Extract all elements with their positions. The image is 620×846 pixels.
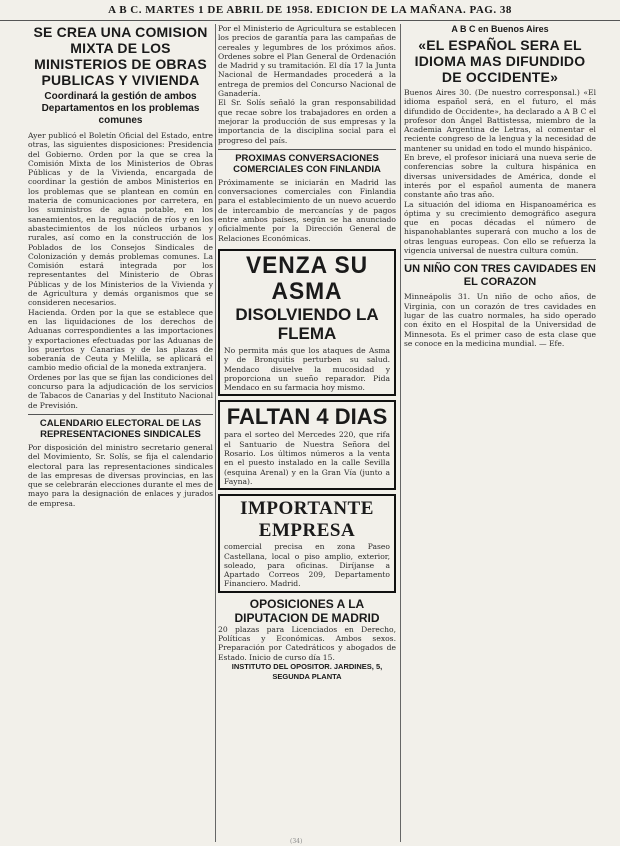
column-right	[404, 24, 596, 842]
advert-faltan-dias	[218, 400, 396, 490]
advert-oposiciones-title: OPOSICIONES A LA DIPUTACION DE MADRID	[234, 596, 380, 625]
article-text-1: Ayer publicó el Boletín Oficial del Estado, entre otras, las siguientes disposiciones: Presidencia del Gobierno. Orden por la que se crea la Comisión Mixta de los Ministerios de Obras Públicas y de la Vivienda, encargada de coordinar la gestión de ambos Ministerios en los problemas que se plantean en común en materia de comunicaciones por carretera, en los suministros de agua potable, en los saneamientos, en la regulación de ríos y en los abastecimientos de los núcleos urbanos y rurales, así como en la construcción de los Poblados de los Consejos Sindicales de Colonización y demás problemas comunes. La Comisión estará integrada por los representantes del Ministerio de Obras Públicas y de los Ministerios de la Vivienda y de Agricultura y demás organismos que se consideren necesarios.	[28, 131, 213, 308]
subheadline-coordinara: Coordinará la gestión de ambos Departamentos en los problemas comunes	[41, 91, 200, 126]
advert-asma-subtitle: DISOLVIENDO LA FLEMA	[235, 304, 379, 343]
advert-oposiciones-text: 20 plazas para Licenciados en Derecho, Políticas y Económicas. Ambos sexos. Preparación por Catedráticos y abogados de Estado. Inicio de curso día 15.	[218, 624, 396, 662]
column-rule-1	[215, 24, 216, 842]
advert-oposiciones	[218, 597, 396, 682]
column-left	[28, 24, 213, 842]
headline-comision-mixta: SE CREA UNA COMISION MIXTA DE LOS MINISTERIOS DE OBRAS PUBLICAS Y VIVIENDA	[33, 24, 208, 88]
advert-oposiciones-address: INSTITUTO DEL OPOSITOR. JARDINES, 5, SEGUNDA PLANTA	[231, 661, 383, 681]
page-header: A B C. MARTES 1 DE ABRIL DE 1958. EDICION DE LA MAÑANA. PAG. 38	[0, 0, 620, 21]
column-middle	[218, 24, 396, 842]
article-text-11: Minneápolis 31. Un niño de ocho años, de Virginia, con un corazón de tres cavidades en lugar de las cuatro normales, ha sido operado con éxito en el Hospital de la Universidad de Minnesota. Es el primer caso de esta clase que se conoce en la medicina mundial. — Efe.	[404, 292, 596, 348]
headline-espanol-idioma: «EL ESPAÑOL SERA EL IDIOMA MAS DIFUNDIDO DE OCCIDENTE»	[414, 37, 586, 85]
article-text-6: El Sr. Solís señaló la gran responsabilidad que recae sobre los trabajadores en orden a mejorar la producción de sus empresas y la importancia de la disciplina social para el progreso del país.	[218, 98, 396, 145]
advert-asma-title: VENZA SU ASMA	[245, 251, 369, 305]
advert-faltan-dias-title: FALTAN 4 DIAS	[226, 404, 388, 430]
article-text-5: Por el Ministerio de Agricultura se establecen los precios de garantía para las campañas de cereales y legumbres de los próximos años. Ordenes sobre el Plan General de Ordenación de Madrid y su tramitación. El día 17 la Junta Nacional de Hermandades procederá a la entrega de premios del Concurso Nacional de Ganadería.	[218, 24, 396, 99]
advert-empresa-title: IMPORTANTE EMPRESA	[240, 498, 374, 542]
advert-empresa-text: comercial precisa en zona Paseo Castellana, local o piso amplio, exterior, soleado, para oficinas. Diríjanse a Apartado Correos 209, Departamento Financiero. Madrid.	[224, 542, 390, 589]
article-text-8: Buenos Aires 30. (De nuestro corresponsal.) «El idioma español será, en el futuro, el más difundido de Occidente», ha declarado a A B C el profesor don Ángel Battistessa, miembro de la Academia Argentina de Letras, al comentar el reciente congreso de la lengua y la necesidad de mantener su unidad en todo el mundo hispánico.	[404, 88, 596, 153]
article-text-4: Por disposición del ministro secretario general del Movimiento, Sr. Solís, se fija el calendario electoral para las representaciones sindicales de las empresas de diversas provincias, en las que se celebrarán elecciones durante el mes de mayo para la designación de enlaces y jurados de empresa.	[28, 442, 213, 508]
headline-finlandia: PROXIMAS CONVERSACIONES COMERCIALES CON FINLANDIA	[218, 149, 396, 175]
headline-nino-corazon: UN NIÑO CON TRES CAVIDADES EN EL CORAZON	[404, 259, 596, 289]
advert-importante-empresa	[218, 494, 396, 592]
advert-asma-text: No permita más que los ataques de Asma y de Bronquitis perturben su salud. Mendaco disuelve la mucosidad y proporciona un sueño reparador. Pida Mendaco en su farmacia hoy mismo.	[224, 345, 390, 393]
advert-faltan-dias-text: para el sorteo del Mercedes 220, que rifa el Santuario de Nuestra Señora del Rosario. Los últimos números a la venta en el puesto instalado en la calle Sevilla (esquina Arenal) y en la Gran Vía (junto a Fayna).	[224, 430, 390, 486]
headline-calendario-electoral: CALENDARIO ELECTORAL DE LAS REPRESENTACIONES SINDICALES	[28, 414, 213, 440]
kicker-buenos-aires: A B C en Buenos Aires	[451, 24, 549, 34]
article-text-7: Próximamente se iniciarán en Madrid las conversaciones comerciales con Finlandia para el establecimiento de un nuevo acuerdo de intercambio de mercancías y de pagos entre ambos países, según se ha anunciado oficialmente por la Dirección General de Relaciones Económicas.	[218, 177, 396, 243]
article-text-9: En breve, el profesor iniciará una nueva serie de conferencias sobre la cultura hispánica en diversas universidades de América, donde el interés por el español aumenta de manera constante año tras año.	[404, 153, 596, 200]
page-number: (34)	[290, 838, 303, 845]
article-text-2: Hacienda. Orden por la que se establece que en las liquidaciones de los derechos de Aduanas correspondientes a las importaciones y exportaciones efectuadas por las Aduanas de los puertos y Canarias y de las plazas de soberanía de Ceuta y Melilla, se aplicará el cambio medio oficial de la moneda extranjera.	[28, 307, 213, 373]
column-rule-2	[400, 24, 401, 842]
article-text-3: Ordenes por las que se fijan las condiciones del concurso para la adjudicación de los servicios de Tabacos de Canarias y del Instituto Nacional de Previsión.	[28, 372, 213, 410]
advert-asma	[218, 249, 396, 396]
article-text-10: La situación del idioma en Hispanoamérica es óptima y su crecimiento demográfico asegura que en pocas décadas el número de hispanohablantes superará con mucho a los de otras lenguas europeas. Con ello se refuerza la vigencia universal de nuestra cultura común.	[404, 199, 596, 256]
